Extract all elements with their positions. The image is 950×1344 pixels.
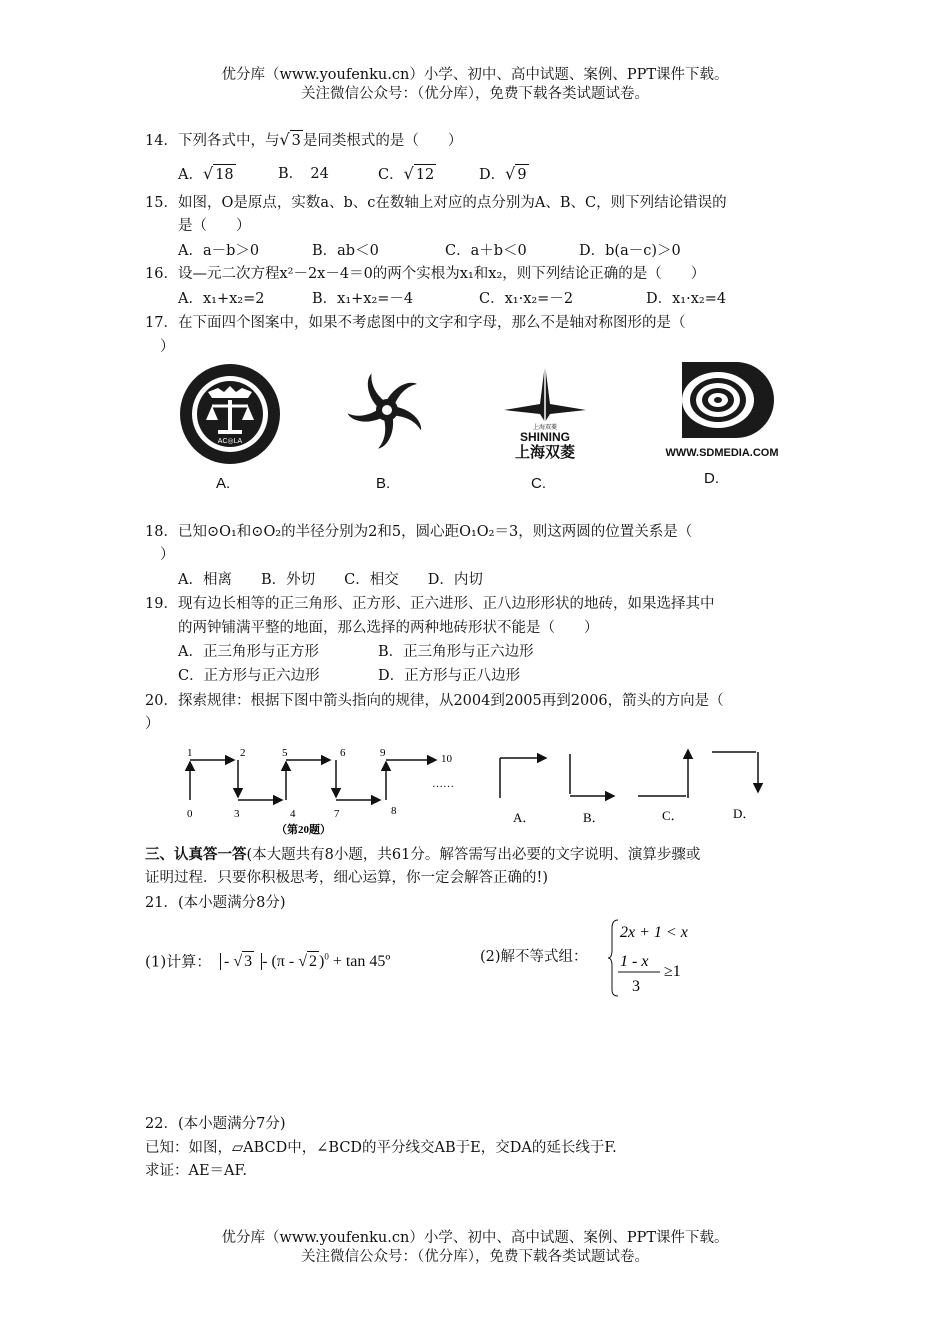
q18-stem-2: ）	[160, 547, 175, 563]
q17-label-a: A.	[216, 475, 231, 492]
q21-part-2-label: (2)解不等式组：	[480, 949, 588, 965]
q20-num-7: 7	[334, 808, 340, 820]
q20-num-3: 3	[234, 808, 240, 820]
logo-d-text: WWW.SDMEDIA.COM	[665, 447, 779, 459]
q19-option-c: C．正方形与正六边形	[178, 668, 320, 684]
q14-option-d: D．√ 9	[479, 164, 527, 183]
section-3-desc-2: 证明过程．只要你积极思考，细心运算，你一定会解答正确的!)	[145, 870, 548, 886]
q15-option-c: C．a＋b＜0	[445, 243, 527, 259]
logo-a-emblem	[178, 362, 282, 466]
page-footer	[0, 1229, 950, 1267]
abs-value: - √ 3	[220, 953, 262, 970]
q21-inequality-system	[604, 918, 714, 998]
section-3-desc-1: (本大题共有8小题，共61分。解答需写出必要的文字说明、演算步骤或	[246, 847, 701, 863]
q18-options: A．相离 B．外切 C．相交 D．内切	[178, 572, 483, 588]
q14-option-a: A．√ 18	[178, 164, 234, 183]
q15-stem-2: 是（ ）	[178, 218, 251, 234]
q20-num-1: 1	[187, 747, 193, 759]
radicand: 3	[290, 130, 303, 151]
q19-option-d: D．正方形与正八边形	[378, 668, 521, 684]
q19-stem-1: 19．现有边长相等的正三角形、正方形、正六进形、正八边形形状的地砖，如果选择其中	[145, 596, 715, 612]
q15-option-b: B．ab＜0	[312, 243, 379, 259]
q22-heading: 22．(本小题满分7分)	[145, 1116, 286, 1132]
frac-denominator: 3	[632, 978, 640, 995]
q20-num-6: 6	[340, 747, 346, 759]
q20-num-0: 0	[187, 808, 193, 820]
logo-c-small-text: 上海双菱	[532, 425, 558, 431]
logo-c-cn-text: 上海双菱	[514, 444, 576, 461]
q20-arrow-figure	[178, 742, 778, 840]
q22-line-2: 求证：AE＝AF.	[145, 1163, 247, 1179]
ineq-2-rhs: ≥1	[664, 963, 681, 980]
q20-stem-2: ）	[145, 716, 160, 732]
q20-num-5: 5	[282, 747, 288, 759]
logo-c-en-text: SHINING	[519, 430, 571, 444]
q22-line-1: 已知：如图，▱ABCD中，∠BCD的平分线交AB于E，交DA的延长线于F.	[145, 1140, 617, 1156]
q21-heading: 21．(本小题满分8分)	[145, 895, 286, 911]
q17-stem-2: ）	[160, 339, 175, 355]
q20-label-d: D．	[733, 806, 756, 821]
q15-option-a: A．a－b＞0	[178, 243, 260, 259]
frac-numerator: 1 - x	[620, 953, 649, 970]
q20-label-b: B．	[583, 810, 605, 825]
q19-option-a: A．正三角形与正方形	[178, 644, 319, 660]
q17-label-d: D.	[704, 470, 719, 487]
q16-option-c: C．x₁·x₂=－2	[479, 291, 574, 307]
section-3-title: 三、认真答一答	[145, 846, 247, 863]
q20-num-9: 9	[380, 747, 386, 759]
q16-stem: 16．设—元二次方程x²－2x－4＝0的两个实根为x₁和x₂，则下列结论正确的是（ ）	[145, 266, 706, 282]
q19-stem-2: 的两钟铺满平整的地面，那么选择的两种地砖形状不能是（ ）	[178, 620, 599, 636]
page-header	[0, 66, 950, 104]
section-3-heading	[145, 845, 700, 865]
footer-line-2: 关注微信公众号：（优分库），免费下载各类试题试卷。	[301, 1249, 649, 1265]
q20-num-10: 10	[441, 753, 452, 765]
q17-label-b: B.	[376, 475, 391, 492]
q20-num-4: 4	[290, 808, 296, 820]
q15-stem-1: 15．如图，O是原点，实数a、b、c在数轴上对应的点分别为A、B、C，则下列结论错误的	[145, 195, 727, 211]
logo-d-sdmedia	[652, 360, 792, 460]
q16-option-a: A．x₁+x₂=2	[178, 291, 265, 307]
q18-stem-1: 18．已知⊙O₁和⊙O₂的半径分别为2和5，圆心距O₁O₂＝3，则这两圆的位置关系是（	[145, 524, 693, 540]
q20-num-8: 8	[391, 805, 397, 817]
header-line-1: 优分库（www.youfenku.cn）小学、初中、高中试题、案例、PPT课件下载。	[221, 67, 729, 83]
logo-c-shining	[500, 360, 590, 464]
q20-caption: （第20题）	[276, 824, 331, 836]
footer-line-1: 优分库（www.youfenku.cn）小学、初中、高中试题、案例、PPT课件下载。	[221, 1230, 729, 1246]
q17-stem-1: 17．在下面四个图案中，如果不考虑图中的文字和字母，那么不是轴对称图形的是（	[145, 315, 686, 331]
q16-option-b: B．x₁+x₂=－4	[312, 291, 414, 307]
q14-option-c: C．√ 12	[378, 164, 435, 183]
q19-option-b: B．正三角形与正六边形	[378, 644, 534, 660]
q14-stem: 14．下列各式中，与√ 3 是同类根式的是（ ）	[145, 130, 463, 149]
q20-label-c: C．	[662, 808, 684, 823]
q20-dots: ……	[432, 778, 454, 790]
logo-a-inner-text: AC◎LA	[217, 438, 243, 445]
q16-option-d: D．x₁·x₂=4	[646, 291, 727, 307]
q20-label-a: A．	[513, 810, 536, 825]
q17-label-c: C.	[531, 475, 546, 492]
ineq-1: 2x + 1 < x	[620, 924, 688, 941]
header-line-2: 关注微信公众号：（优分库），免费下载各类试题试卷。	[301, 86, 649, 102]
q20-stem-1: 20．探索规律：根据下图中箭头指向的规律，从2004到2005再到2006，箭头的方向是（	[145, 693, 724, 709]
q15-option-d: D．b(a－c)＞0	[579, 243, 681, 259]
q20-num-2: 2	[240, 747, 246, 759]
q21-part-1: (1)计算： - √ 3 - (π - √ 2 )$^0$ + tan 45º	[145, 952, 391, 971]
logo-b-spiral	[343, 366, 431, 454]
q14-option-b: B． 24	[278, 166, 329, 182]
